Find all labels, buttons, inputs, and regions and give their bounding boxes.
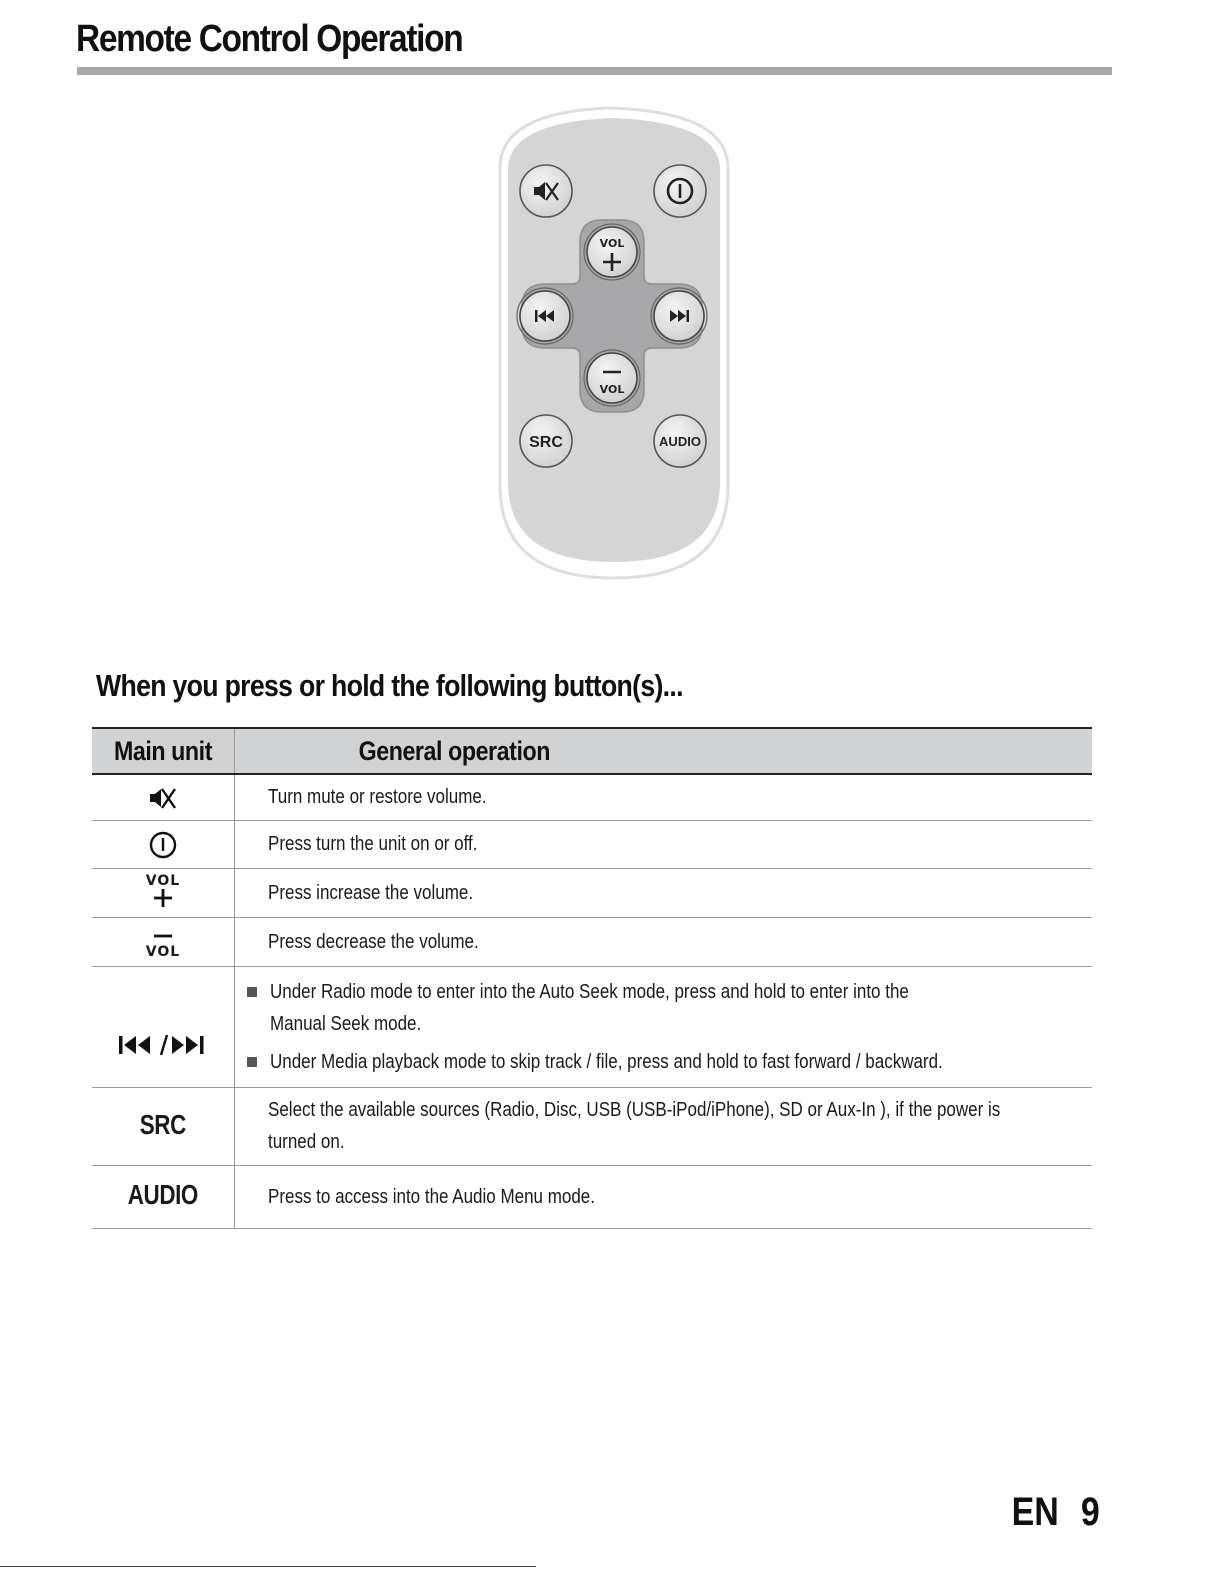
remote-vol-down-button bbox=[584, 350, 640, 406]
minus-icon bbox=[152, 932, 174, 942]
key-cell-src bbox=[92, 1087, 235, 1165]
bullet-item: Under Radio mode to enter into the Auto Seek mode, press and hold to enter into the Manual Seek mode. bbox=[245, 976, 1092, 1040]
column-header-general-operation: General operation bbox=[235, 728, 1093, 774]
footer-language: EN bbox=[1011, 1490, 1059, 1534]
vol-down-key-label: VOL bbox=[145, 943, 181, 960]
description-cell: Press decrease the volume. bbox=[235, 917, 1093, 966]
remote-vol-down-label: VOL bbox=[599, 383, 625, 396]
description-cell: Press turn the unit on or off. bbox=[235, 820, 1093, 868]
key-cell-power bbox=[92, 820, 235, 868]
vol-up-key-label: VOL bbox=[145, 873, 181, 889]
remote-src-label: SRC bbox=[529, 434, 563, 451]
remote-mute-button bbox=[520, 165, 572, 217]
key-cell-skip bbox=[92, 966, 235, 1087]
description-cell: Select the available sources (Radio, Disc, USB (USB-iPod/iPhone), SD or Aux-In ), if the power is turned on. bbox=[235, 1087, 1093, 1165]
page-footer bbox=[1012, 1490, 1100, 1535]
bottom-rule bbox=[0, 1566, 536, 1567]
column-header-main-unit: Main unit bbox=[92, 728, 235, 774]
operations-table bbox=[92, 727, 1092, 1229]
description-cell bbox=[235, 966, 1093, 1087]
table-row bbox=[92, 1165, 1092, 1228]
key-cell-mute bbox=[92, 774, 235, 820]
key-cell-audio bbox=[92, 1165, 235, 1228]
remote-vol-up-button bbox=[584, 224, 640, 280]
page-title: Remote Control Operation bbox=[76, 18, 463, 60]
remote-audio-button bbox=[654, 415, 706, 467]
key-cell-vol-up bbox=[92, 868, 235, 917]
remote-control-illustration bbox=[490, 100, 740, 590]
power-icon bbox=[148, 830, 178, 860]
remote-vol-up-label: VOL bbox=[599, 237, 625, 250]
table-row bbox=[92, 917, 1092, 966]
table-row bbox=[92, 868, 1092, 917]
description-cell: Turn mute or restore volume. bbox=[235, 774, 1093, 820]
description-cell: Press increase the volume. bbox=[235, 868, 1093, 917]
remote-audio-label: AUDIO bbox=[659, 434, 701, 449]
skip-prev-next-icon bbox=[117, 1033, 209, 1057]
table-row bbox=[92, 774, 1092, 820]
remote-power-button bbox=[654, 165, 706, 217]
table-row bbox=[92, 820, 1092, 868]
src-key-label: SRC bbox=[139, 1108, 187, 1140]
plus-icon bbox=[152, 888, 174, 908]
bullet-item: Under Media playback mode to skip track / file, press and hold to fast forward / backward. bbox=[245, 1046, 1092, 1078]
remote-prev-button bbox=[517, 288, 573, 344]
audio-key-label: AUDIO bbox=[127, 1179, 199, 1210]
bullet-marker bbox=[247, 987, 257, 997]
section-heading: When you press or hold the following button(s)... bbox=[96, 668, 683, 703]
key-cell-vol-down bbox=[92, 917, 235, 966]
mute-icon bbox=[148, 785, 178, 811]
footer-page-number: 9 bbox=[1081, 1490, 1100, 1534]
table-row bbox=[92, 1087, 1092, 1165]
title-rule bbox=[77, 67, 1112, 75]
remote-src-button bbox=[520, 415, 572, 467]
remote-next-button bbox=[651, 288, 707, 344]
table-row bbox=[92, 966, 1092, 1087]
bullet-marker bbox=[247, 1057, 257, 1067]
table-header-row bbox=[92, 728, 1092, 774]
description-cell: Press to access into the Audio Menu mode. bbox=[235, 1165, 1093, 1228]
